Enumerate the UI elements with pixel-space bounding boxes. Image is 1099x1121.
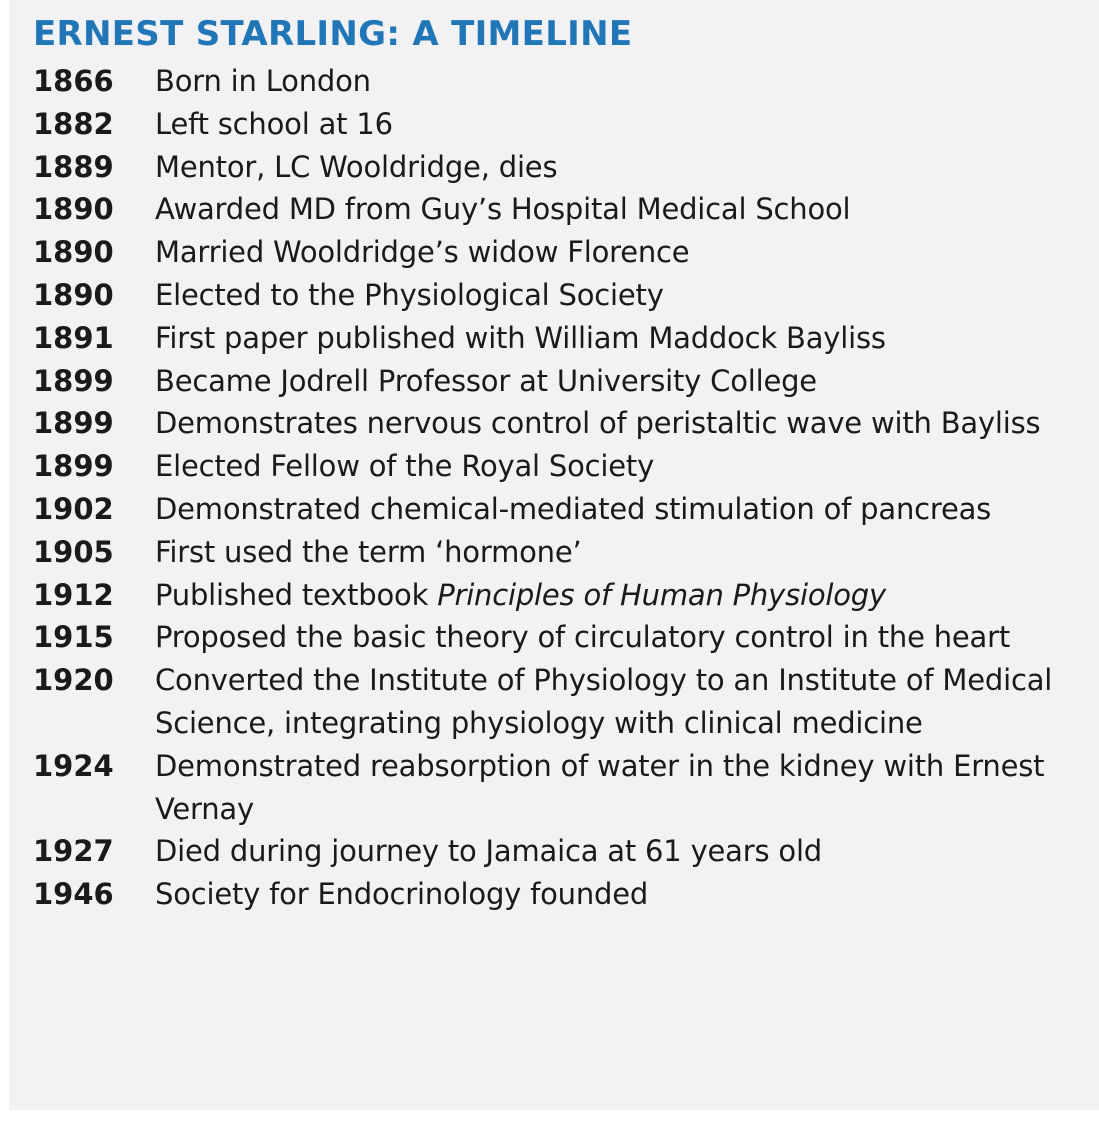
entry-event: Converted the Institute of Physiology to an Institute of Medical Science, integrating physiology with clinical medicine (155, 663, 1053, 740)
entry-year: 1891 (33, 320, 114, 355)
timeline-list (33, 60, 1099, 916)
timeline-entry (33, 274, 1099, 317)
timeline-entry (33, 402, 1099, 445)
entry-year: 1912 (33, 577, 114, 612)
entry-year: 1924 (33, 748, 114, 783)
entry-year: 1899 (33, 363, 114, 398)
entry-year: 1890 (33, 192, 114, 227)
entry-year: 1866 (33, 64, 114, 98)
entry-event: Left school at 16 (155, 106, 393, 141)
entry-year: 1946 (33, 877, 114, 912)
page-title: ERNEST STARLING: A TIMELINE (33, 14, 633, 54)
timeline-entry (33, 231, 1099, 274)
entry-year: 1899 (33, 449, 114, 484)
timeline-entry (33, 360, 1099, 403)
entry-event: Elected Fellow of the Royal Society (155, 449, 655, 484)
entry-event: Married Wooldridge’s widow Florence (155, 235, 690, 270)
timeline-entry (33, 659, 1099, 745)
timeline-entry (33, 60, 1099, 103)
timeline-entry (33, 574, 1099, 617)
entry-year: 1890 (33, 235, 114, 270)
entry-year: 1889 (33, 149, 114, 184)
entry-event: Born in London (155, 64, 371, 98)
entry-event: Became Jodrell Professor at University College (155, 363, 817, 398)
timeline-entry (33, 103, 1099, 146)
entry-year: 1927 (33, 834, 114, 869)
entry-year: 1920 (33, 663, 114, 698)
entry-year: 1899 (33, 406, 114, 441)
timeline-panel (9, 0, 1099, 1110)
entry-year: 1915 (33, 620, 114, 655)
entry-event: Proposed the basic theory of circulatory control in the heart (155, 620, 1011, 655)
timeline-entry (33, 745, 1099, 831)
timeline-entry (33, 531, 1099, 574)
timeline-entry (33, 830, 1099, 873)
timeline-entry (33, 445, 1099, 488)
entry-event: First used the term ‘hormone’ (155, 534, 582, 569)
timeline-entry (33, 146, 1099, 189)
entry-event (155, 574, 1085, 617)
timeline-entry (33, 873, 1099, 916)
entry-event: Society for Endocrinology founded (155, 877, 649, 912)
entry-event: Demonstrated chemical-mediated stimulation of pancreas (155, 491, 992, 526)
entry-event: First paper published with William Maddock Bayliss (155, 320, 886, 355)
entry-event: Demonstrated reabsorption of water in the kidney with Ernest Vernay (155, 748, 1045, 826)
timeline-entry (33, 616, 1099, 659)
entry-event-text: Published textbook (155, 577, 438, 612)
entry-event: Demonstrates nervous control of peristaltic wave with Bayliss (155, 406, 1041, 441)
entry-year: 1905 (33, 534, 114, 569)
entry-event: Died during journey to Jamaica at 61 years old (155, 834, 823, 869)
entry-event: Awarded MD from Guy’s Hospital Medical School (155, 192, 851, 227)
book-title: Principles of Human Physiology (437, 577, 886, 612)
timeline-entry (33, 317, 1099, 360)
entry-year: 1890 (33, 277, 114, 312)
entry-year: 1902 (33, 491, 114, 526)
entry-event: Mentor, LC Wooldridge, dies (155, 149, 558, 184)
timeline-entry (33, 488, 1099, 531)
entry-year: 1882 (33, 106, 114, 141)
timeline-entry (33, 188, 1099, 231)
entry-event: Elected to the Physiological Society (155, 277, 664, 312)
